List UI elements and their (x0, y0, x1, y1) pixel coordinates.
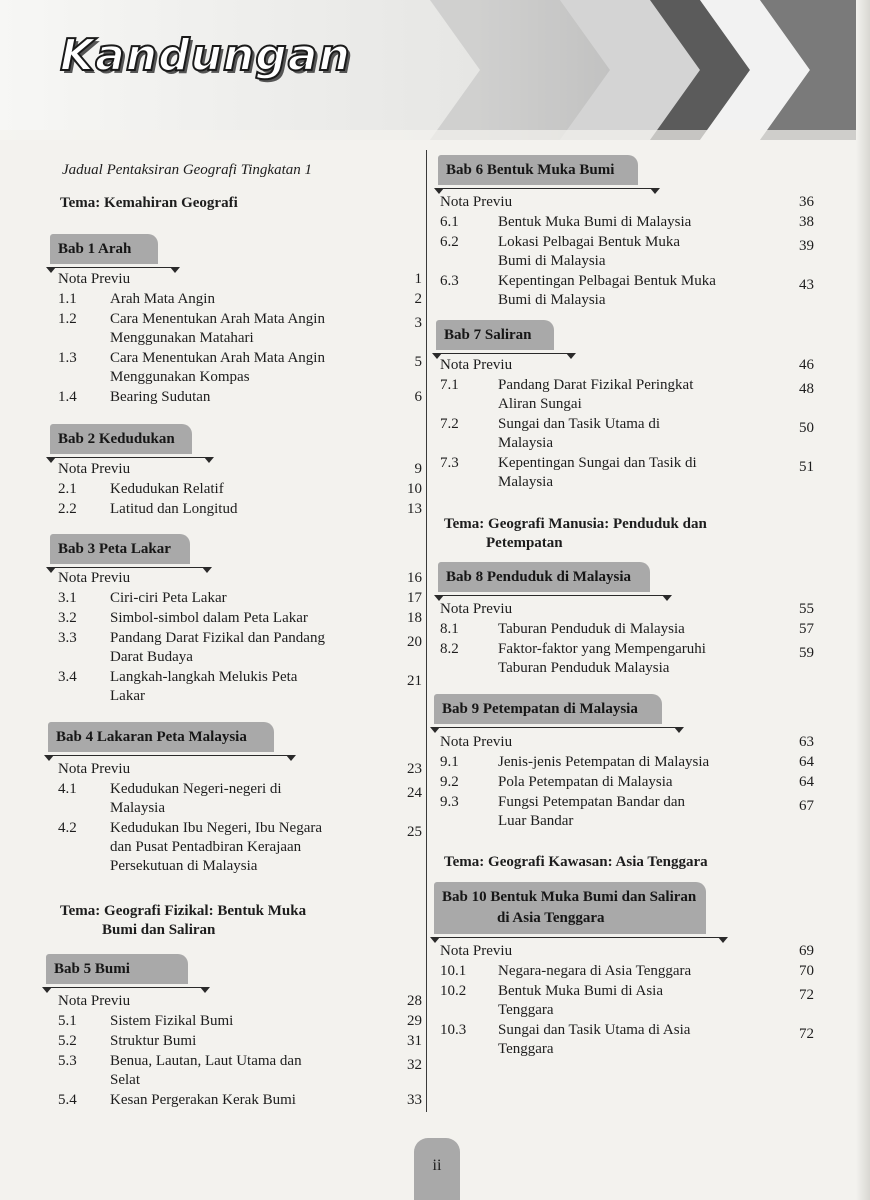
entry-page-number: 46 (799, 357, 814, 373)
entry-page-number: 2 (414, 291, 422, 307)
entry-page-number: 55 (799, 601, 814, 617)
entry-title: Nota Previu (58, 461, 131, 477)
entry-number: 10.2 (440, 983, 467, 999)
entry-page-number: 48 (799, 381, 814, 397)
jadual-pentaksiran: Jadual Pentaksiran Geografi Tingkatan 1 (62, 162, 312, 178)
bab-7-header: Bab 7 Saliran (436, 320, 554, 350)
entry-number: 5.3 (58, 1053, 77, 1069)
entry-number: 2.1 (58, 481, 77, 497)
entry-title: Negara-negara di Asia Tenggara (498, 963, 692, 979)
entry-number: 6.3 (440, 273, 459, 289)
entry-title: Langkah-langkah Melukis Peta Lakar (110, 669, 298, 704)
entry-number: 5.1 (58, 1013, 77, 1029)
entry-page-number: 33 (407, 1092, 422, 1108)
entry-title: Faktor-faktor yang Mempengaruhi Taburan Penduduk Malaysia (498, 641, 706, 676)
bab-3-header: Bab 3 Peta Lakar (50, 534, 190, 564)
entry-number: 8.2 (440, 641, 459, 657)
entry-title: Cara Menentukan Arah Mata Angin Menggunakan Matahari (110, 311, 325, 346)
entry-title: Taburan Penduduk di Malaysia (498, 621, 685, 637)
entry-title: Pandang Darat Fizikal Peringkat Aliran Sungai (498, 377, 694, 412)
entry-title: Ciri-ciri Peta Lakar (110, 590, 227, 606)
bab-10-header: Bab 10 Bentuk Muka Bumi dan Saliran di Asia Tenggara (434, 882, 706, 934)
entry-number: 1.2 (58, 311, 77, 327)
entry-number: 1.3 (58, 350, 77, 366)
entry-title: Kedudukan Relatif (110, 481, 224, 497)
entry-number: 8.1 (440, 621, 459, 637)
toc-entry (440, 272, 818, 310)
entry-title: Bentuk Muka Bumi di Asia Tenggara (498, 983, 663, 1018)
entry-page-number: 72 (799, 987, 814, 1003)
entry-page-number: 59 (799, 645, 814, 661)
toc-entry (440, 356, 818, 375)
entry-title: Sungai dan Tasik Utama di Malaysia (498, 416, 660, 451)
page-title: Kandungan (60, 30, 351, 81)
toc-entry (58, 290, 428, 309)
entry-number: 3.4 (58, 669, 77, 685)
entry-page-number: 1 (414, 271, 422, 287)
bab-5-header: Bab 5 Bumi (46, 954, 188, 984)
entry-page-number: 38 (799, 214, 814, 230)
toc-entry (58, 480, 428, 499)
tema-kemahiran: Tema: Kemahiran Geografi (60, 195, 238, 211)
toc-entry (58, 349, 428, 387)
toc-entry (58, 780, 428, 818)
entry-number: 4.2 (58, 820, 77, 836)
entry-page-number: 36 (799, 194, 814, 210)
entry-title: Nota Previu (58, 993, 131, 1009)
entry-number: 1.1 (58, 291, 77, 307)
entry-page-number: 32 (407, 1057, 422, 1073)
entry-page-number: 10 (407, 481, 422, 497)
page-number-tab (414, 1138, 460, 1200)
entry-title: Nota Previu (440, 194, 513, 210)
tema-geografi-kawasan: Tema: Geografi Kawasan: Asia Tenggara (444, 854, 708, 870)
toc-entry (58, 460, 428, 479)
tema-geografi-manusia: Tema: Geografi Manusia: Penduduk dan Petempatan (444, 516, 707, 551)
entry-page-number: 13 (407, 501, 422, 517)
entry-title: Kepentingan Pelbagai Bentuk Muka Bumi di Malaysia (498, 273, 716, 308)
entry-title: Bentuk Muka Bumi di Malaysia (498, 214, 692, 230)
entry-title: Nota Previu (58, 570, 131, 586)
entry-page-number: 43 (799, 277, 814, 293)
entry-title: Pola Petempatan di Malaysia (498, 774, 673, 790)
toc-entry (58, 992, 428, 1011)
entry-title: Kedudukan Ibu Negeri, Ibu Negara dan Pusat Pentadbiran Kerajaan Persekutuan di Malaysia (110, 820, 322, 874)
bab-9-header: Bab 9 Petempatan di Malaysia (434, 694, 662, 724)
toc-entry (58, 569, 428, 588)
entry-page-number: 23 (407, 761, 422, 777)
bab-1-header: Bab 1 Arah (50, 234, 158, 264)
entry-page-number: 3 (414, 315, 422, 331)
toc-entry (58, 1012, 428, 1031)
bab-4-header: Bab 4 Lakaran Peta Malaysia (48, 722, 274, 752)
entry-page-number: 21 (407, 673, 422, 689)
toc-entry (58, 668, 428, 706)
toc-entry (58, 609, 428, 628)
entry-page-number: 57 (799, 621, 814, 637)
toc-entry (440, 193, 818, 212)
toc-entry (440, 942, 818, 961)
entry-title: Nota Previu (58, 761, 131, 777)
toc-entry (58, 1032, 428, 1051)
toc-entry (58, 819, 428, 876)
toc-entry (58, 1052, 428, 1090)
entry-number: 5.2 (58, 1033, 77, 1049)
entry-page-number: 9 (414, 461, 422, 477)
entry-page-number: 20 (407, 634, 422, 650)
toc-entry (440, 733, 818, 752)
entry-page-number: 67 (799, 798, 814, 814)
toc-entry (440, 600, 818, 619)
entry-title: Benua, Lautan, Laut Utama dan Selat (110, 1053, 302, 1088)
entry-page-number: 16 (407, 570, 422, 586)
entry-number: 6.1 (440, 214, 459, 230)
entry-page-number: 72 (799, 1026, 814, 1042)
entry-number: 7.2 (440, 416, 459, 432)
toc-entry (440, 753, 818, 772)
toc-entry (58, 1091, 428, 1110)
toc-entry (440, 213, 818, 232)
entry-number: 5.4 (58, 1092, 77, 1108)
toc-entry (440, 962, 818, 981)
entry-page-number: 24 (407, 785, 422, 801)
toc-entry (58, 388, 428, 407)
page-edge-shadow (856, 0, 870, 1200)
entry-title: Cara Menentukan Arah Mata Angin Menggunakan Kompas (110, 350, 325, 385)
toc-entry (440, 454, 818, 492)
entry-number: 2.2 (58, 501, 77, 517)
entry-number: 9.3 (440, 794, 459, 810)
entry-number: 7.3 (440, 455, 459, 471)
toc-entry (58, 310, 428, 348)
entry-number: 3.1 (58, 590, 77, 606)
entry-number: 10.1 (440, 963, 467, 979)
entry-page-number: 63 (799, 734, 814, 750)
entry-title: Kesan Pergerakan Kerak Bumi (110, 1092, 296, 1108)
toc-entry (440, 982, 818, 1020)
entry-title: Simbol-simbol dalam Peta Lakar (110, 610, 308, 626)
entry-number: 6.2 (440, 234, 459, 250)
entry-number: 3.3 (58, 630, 77, 646)
toc-entry (440, 620, 818, 639)
entry-title: Pandang Darat Fizikal dan Pandang Darat Budaya (110, 630, 325, 665)
entry-number: 9.1 (440, 754, 459, 770)
entry-number: 10.3 (440, 1022, 467, 1038)
toc-entry (440, 773, 818, 792)
toc-entry (58, 760, 428, 779)
entry-page-number: 64 (799, 754, 814, 770)
entry-number: 4.1 (58, 781, 77, 797)
entry-title: Nota Previu (440, 357, 513, 373)
entry-title: Jenis-jenis Petempatan di Malaysia (498, 754, 710, 770)
entry-page-number: 69 (799, 943, 814, 959)
entry-title: Nota Previu (58, 271, 131, 287)
page-number: ii (432, 1157, 442, 1174)
toc-entry (58, 270, 428, 289)
bab-6-header: Bab 6 Bentuk Muka Bumi (438, 155, 638, 185)
entry-title: Lokasi Pelbagai Bentuk Muka Bumi di Malaysia (498, 234, 681, 269)
toc-entry (440, 415, 818, 453)
entry-page-number: 25 (407, 824, 422, 840)
entry-page-number: 5 (414, 354, 422, 370)
entry-title: Nota Previu (440, 601, 513, 617)
entry-page-number: 50 (799, 420, 814, 436)
entry-title: Sistem Fizikal Bumi (110, 1013, 234, 1029)
entry-page-number: 6 (414, 389, 422, 405)
bab-8-header: Bab 8 Penduduk di Malaysia (438, 562, 650, 592)
entry-page-number: 70 (799, 963, 814, 979)
entry-title: Nota Previu (440, 734, 513, 750)
entry-page-number: 28 (407, 993, 422, 1009)
entry-page-number: 29 (407, 1013, 422, 1029)
toc-entry (440, 233, 818, 271)
entry-title: Kepentingan Sungai dan Tasik di Malaysia (498, 455, 697, 490)
entry-number: 1.4 (58, 389, 77, 405)
entry-title: Arah Mata Angin (110, 291, 215, 307)
entry-title: Sungai dan Tasik Utama di Asia Tenggara (498, 1022, 691, 1057)
entry-page-number: 18 (407, 610, 422, 626)
toc-entry (440, 376, 818, 414)
entry-title: Bearing Sudutan (110, 389, 211, 405)
entry-title: Latitud dan Longitud (110, 501, 238, 517)
toc-entry (440, 793, 818, 831)
tema-geografi-fizikal: Tema: Geografi Fizikal: Bentuk Muka Bumi dan Saliran (60, 903, 307, 938)
entry-page-number: 31 (407, 1033, 422, 1049)
toc-entry (440, 1021, 818, 1059)
toc-entry (58, 589, 428, 608)
entry-number: 9.2 (440, 774, 459, 790)
entry-page-number: 51 (799, 459, 814, 475)
toc-entry (58, 629, 428, 667)
toc-entry (58, 500, 428, 519)
entry-number: 3.2 (58, 610, 77, 626)
entry-page-number: 39 (799, 238, 814, 254)
entry-title: Nota Previu (440, 943, 513, 959)
entry-page-number: 64 (799, 774, 814, 790)
entry-page-number: 17 (407, 590, 422, 606)
entry-title: Kedudukan Negeri-negeri di Malaysia (110, 781, 282, 816)
entry-title: Struktur Bumi (110, 1033, 197, 1049)
toc-entry (440, 640, 818, 678)
bab-2-header: Bab 2 Kedudukan (50, 424, 192, 454)
entry-number: 7.1 (440, 377, 459, 393)
entry-title: Fungsi Petempatan Bandar dan Luar Bandar (498, 794, 686, 829)
